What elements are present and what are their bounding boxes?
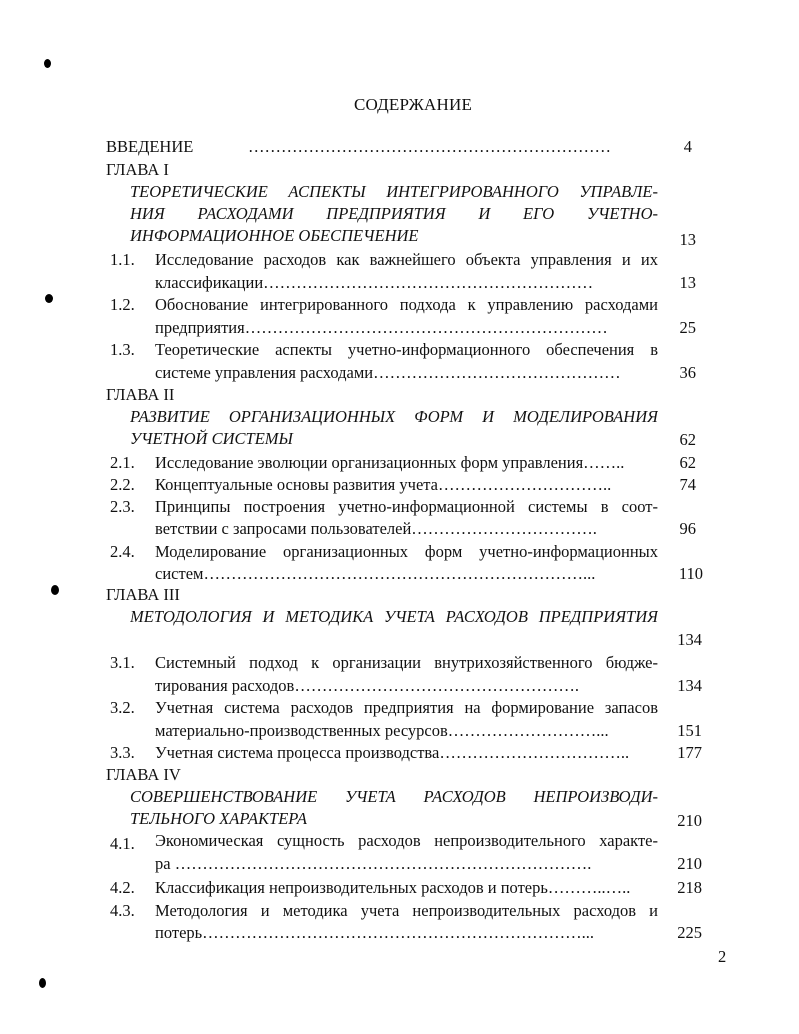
section-number: 1.3. [110,340,135,359]
section-title-line: Исследование расходов как важнейшего объекта управления и их [155,250,658,269]
section-number: 4.2. [110,878,135,897]
section-number: 1.1. [110,250,135,269]
chapter-1-page: 13 [679,230,696,249]
page-title: СОДЕРЖАНИЕ [353,95,473,114]
chapter-2-title-line: УЧЕТНОЙ СИСТЕМЫ [130,429,293,448]
section-page: 218 [677,878,702,897]
page-number: 2 [718,947,727,966]
section-title-line: классификации…………………………………………………… [155,273,594,292]
section-page: 134 [677,676,702,695]
section-title-line: Учетная система процесса производства…………………………….. [155,743,630,762]
section-number: 3.2. [110,698,135,717]
chapter-4-title-line: СОВЕРШЕНСТВОВАНИЕ УЧЕТА РАСХОДОВ НЕПРОИЗВОДИ- [130,787,658,806]
section-page: 62 [679,453,696,472]
section-number: 3.3. [110,743,135,762]
section-page: 110 [678,564,703,583]
section-title-line: ра …………………………………………………………………. [155,854,592,873]
section-number: 2.1. [110,453,135,472]
intro-label: ВВЕДЕНИЕ [106,137,194,156]
section-page: 25 [679,318,696,337]
chapter-2-label: ГЛАВА II [106,385,175,404]
chapter-4-title-line: ТЕЛЬНОГО ХАРАКТЕРА [130,809,307,828]
section-title-line: тирования расходов……………………………………………. [155,676,579,695]
chapter-3-title-line: МЕТОДОЛОГИЯ И МЕТОДИКА УЧЕТА РАСХОДОВ ПРЕДПРИЯТИЯ [130,607,658,626]
section-title-line: Учетная система расходов предприятия на формирование запасов [155,698,658,717]
section-title-line: системе управления расходами……………………………………… [155,363,621,382]
section-page: 225 [677,923,702,942]
section-title-line: предприятия………………………………………………………… [155,318,608,337]
intro-page: 4 [683,137,692,156]
hole-punch-mark [45,294,53,303]
section-page: 36 [679,363,696,382]
intro-leader: ………………………………………………………… [248,137,611,156]
chapter-3-page: 134 [677,630,702,649]
chapter-4-page: 210 [677,811,702,830]
chapter-1-title-line: ТЕОРЕТИЧЕСКИЕ АСПЕКТЫ ИНТЕГРИРОВАННОГО УПРАВЛЕ- [130,182,658,201]
section-title-line: Моделирование организационных форм учетно-информационных [155,542,658,561]
chapter-1-title-line: НИЯ РАСХОДАМИ ПРЕДПРИЯТИЯ И ЕГО УЧЕТНО- [130,204,658,223]
section-page: 13 [679,273,696,292]
section-title-line: Теоретические аспекты учетно-информационного обеспечения в [155,340,658,359]
section-title-line: Обоснование интегрированного подхода к управлению расходами [155,295,658,314]
section-page: 96 [679,519,696,538]
section-page: 151 [677,721,702,740]
chapter-4-label: ГЛАВА IV [106,765,181,784]
section-number: 3.1. [110,653,135,672]
chapter-3-label: ГЛАВА III [106,585,180,604]
chapter-1-label: ГЛАВА I [106,160,169,179]
chapter-1-title-line: ИНФОРМАЦИОННОЕ ОБЕСПЕЧЕНИЕ [130,226,419,245]
hole-punch-mark [39,978,46,988]
section-title-line: Системный подход к организации внутрихозяйственного бюдже- [155,653,658,672]
section-title-line: Исследование эволюции организационных форм управления…….. [155,453,625,472]
section-number: 2.4. [110,542,135,561]
section-title-line: Принципы построения учетно-информационной системы в соот- [155,497,658,516]
section-number: 4.3. [110,901,135,920]
section-page: 74 [679,475,696,494]
hole-punch-mark [51,585,59,595]
scan-speck-mark [44,59,51,68]
section-number: 1.2. [110,295,135,314]
section-page: 177 [677,743,702,762]
chapter-2-title-line: РАЗВИТИЕ ОРГАНИЗАЦИОННЫХ ФОРМ И МОДЕЛИРОВАНИЯ [130,407,658,426]
section-title-line: Классификация непроизводительных расходов и потерь………..….. [155,878,631,897]
chapter-2-page: 62 [679,430,696,449]
section-title-line: Методология и методика учета непроизводительных расходов и [155,901,658,920]
section-number: 2.2. [110,475,135,494]
section-title-line: потерь……………………………………………………………... [155,923,595,942]
section-number: 2.3. [110,497,135,516]
section-title-line: систем……………………………………………………………... [155,564,596,583]
section-title-line: Экономическая сущность расходов непроизводительного характе- [155,831,658,850]
section-title-line: материально-производственных ресурсов………………………... [155,721,609,740]
section-title-line: ветствии с запросами пользователей……………………………. [155,519,597,538]
section-title-line: Концептуальные основы развития учета………………………….. [155,475,612,494]
section-number: 4.1. [110,834,135,853]
section-page: 210 [677,854,702,873]
